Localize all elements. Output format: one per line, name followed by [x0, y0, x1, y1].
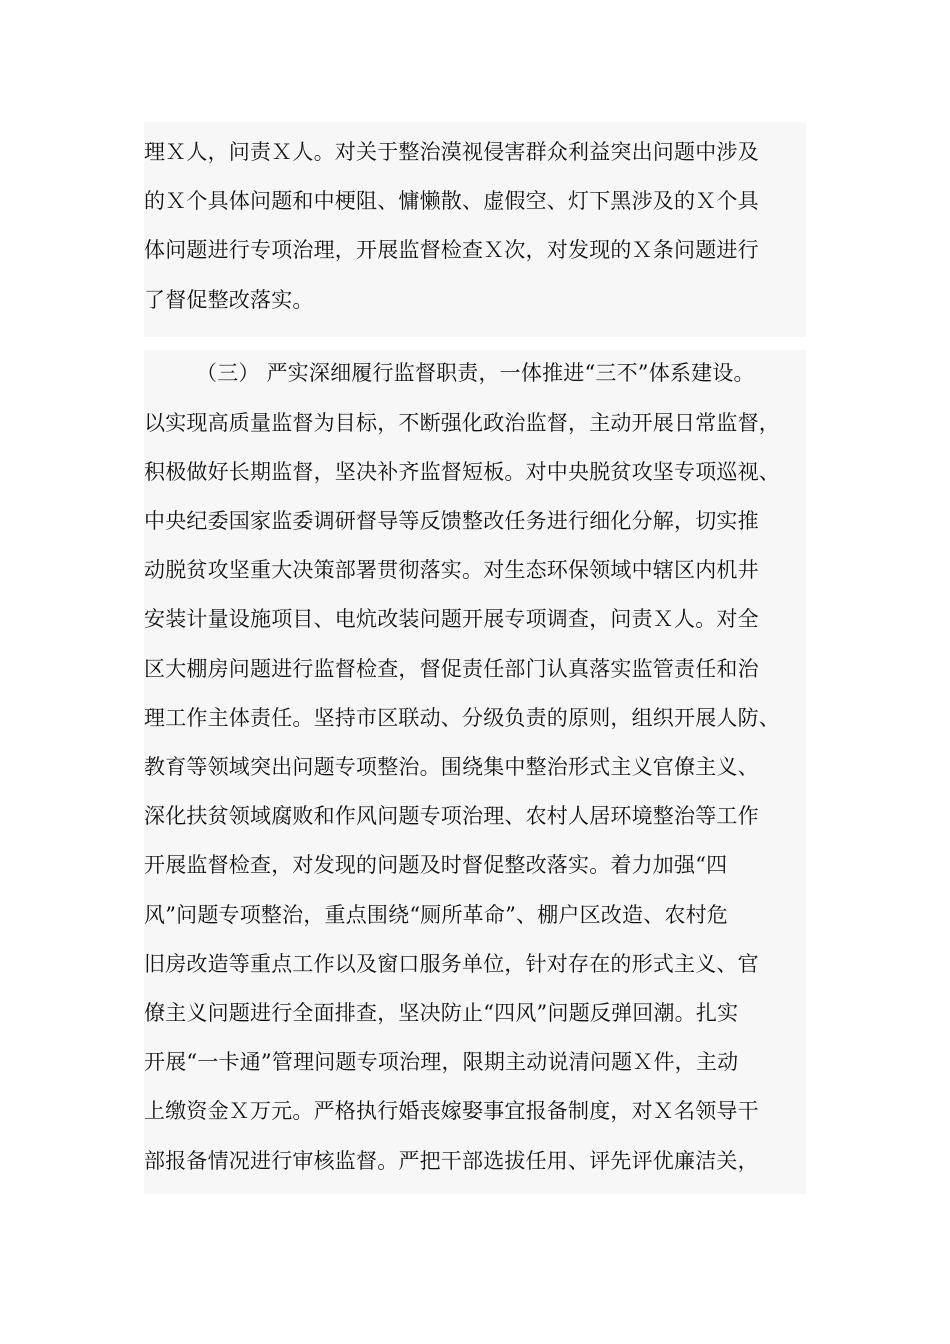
paragraph-2-line: 动脱贫攻坚重大决策部署贯彻落实。对生态环保领域中辖区内机井	[144, 558, 759, 582]
paragraph-2-line: 旧房改造等重点工作以及窗口服务单位，针对存在的形式主义、官	[144, 952, 759, 976]
paragraph-2-line: 深化扶贫领域腐败和作风问题专项治理、农村人居环境整治等工作	[144, 804, 759, 828]
paragraph-2	[144, 350, 806, 1194]
paragraph-1-line: 了督促整改落实。	[144, 288, 314, 312]
paragraph-2-line: 风”问题专项整治，重点围绕“厕所革命”、棚户区改造、农村危	[144, 903, 729, 927]
paragraph-2-line: 僚主义问题进行全面排查，坚决防止“四风”问题反弹回潮。扎实	[144, 1001, 739, 1025]
paragraph-2-line: 以实现高质量监督为目标，不断强化政治监督，主动开展日常监督，	[144, 405, 790, 441]
paragraph-2-line: 上缴资金Ｘ万元。严格执行婚丧嫁娶事宜报备制度，对Ｘ名领导干	[144, 1099, 759, 1123]
paragraph-2-line: 开展监督检查，对发现的问题及时督促整改落实。着力加强“四	[144, 853, 728, 877]
paragraph-1	[144, 122, 806, 337]
paragraph-2-line: 安装计量设施项目、电炕改装问题开展专项调查，问责Ｘ人。对全	[144, 607, 759, 631]
paragraph-2-line: 理工作主体责任。坚持市区联动、分级负责的原则，组织开展人防、	[144, 700, 790, 736]
paragraph-1-line: 体问题进行专项治理，开展监督检查Ｘ次，对发现的Ｘ条问题进行	[144, 238, 759, 262]
paragraph-2-line: 部报备情况进行审核监督。严把干部选拔任用、评先评优廉洁关，	[144, 1149, 759, 1173]
paragraph-2-line: 教育等领域突出问题专项整治。围绕集中整治形式主义官僚主义、	[144, 755, 759, 779]
paragraph-2-line: 区大棚房问题进行监督检查，督促责任部门认真落实监管责任和治	[144, 657, 759, 681]
paragraph-2-line: 中央纪委国家监委调研督导等反馈整改任务进行细化分解，切实推	[144, 509, 759, 533]
paragraph-2-line: 积极做好长期监督，坚决补齐监督短板。对中央脱贫攻坚专项巡视、	[144, 454, 790, 490]
section-heading-line: （三） 严实深细履行监督职责，一体推进“三不”体系建设。	[196, 361, 755, 385]
paragraph-1-line: 的Ｘ个具体问题和中梗阻、慵懒散、虚假空、灯下黑涉及的Ｘ个具	[144, 189, 759, 213]
paragraph-1-line: 理Ｘ人，问责Ｘ人。对关于整治漠视侵害群众利益突出问题中涉及	[144, 140, 759, 164]
paragraph-2-line: 开展“一卡通”管理问题专项治理，限期主动说清问题Ｘ件，主动	[144, 1050, 739, 1074]
